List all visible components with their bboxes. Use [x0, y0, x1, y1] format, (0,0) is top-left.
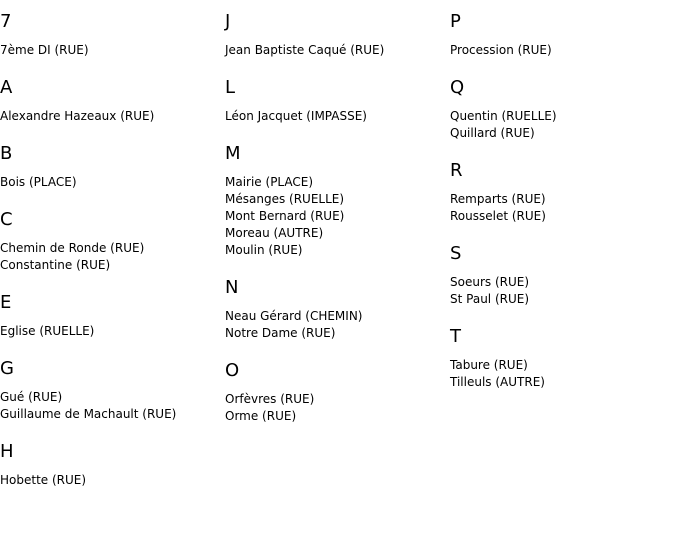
letter-group	[0, 209, 220, 274]
letter-group	[450, 77, 670, 142]
letter-heading: R	[450, 160, 463, 181]
street-list	[225, 308, 445, 342]
street-link[interactable]: Moulin (RUE)	[225, 243, 303, 257]
letter-group	[450, 243, 670, 308]
street-list	[450, 108, 670, 142]
letter-heading: O	[225, 360, 240, 381]
street-link[interactable]: 7ème DI (RUE)	[0, 43, 89, 57]
street-link[interactable]: St Paul (RUE)	[450, 292, 530, 306]
street-link[interactable]: Léon Jacquet (IMPASSE)	[225, 109, 367, 123]
street-list	[450, 274, 670, 308]
street-link[interactable]: Notre Dame (RUE)	[225, 326, 336, 340]
street-list	[0, 240, 220, 274]
street-link[interactable]: Remparts (RUE)	[450, 192, 546, 206]
street-list	[225, 391, 445, 425]
letter-group	[0, 77, 220, 125]
letter-group	[450, 160, 670, 225]
letter-heading: 7	[0, 11, 12, 32]
letter-group	[0, 11, 220, 59]
street-link[interactable]: Eglise (RUELLE)	[0, 324, 95, 338]
letter-heading: J	[225, 11, 231, 32]
street-link[interactable]: Jean Baptiste Caqué (RUE)	[225, 43, 385, 57]
street-link[interactable]: Mont Bernard (RUE)	[225, 209, 345, 223]
letter-heading: T	[450, 326, 461, 347]
letter-group	[0, 441, 220, 489]
letter-group	[0, 143, 220, 191]
letter-heading: E	[0, 292, 12, 313]
street-list	[0, 42, 220, 59]
letter-group	[225, 11, 445, 59]
street-link[interactable]: Chemin de Ronde (RUE)	[0, 241, 145, 255]
street-list	[0, 108, 220, 125]
letter-heading: C	[0, 209, 13, 230]
street-link[interactable]: Hobette (RUE)	[0, 473, 87, 487]
letter-heading: G	[0, 358, 14, 379]
street-link[interactable]: Neau Gérard (CHEMIN)	[225, 309, 363, 323]
letter-group	[225, 277, 445, 342]
street-list	[225, 42, 445, 59]
street-link[interactable]: Guillaume de Machault (RUE)	[0, 407, 177, 421]
street-link[interactable]: Alexandre Hazeaux (RUE)	[0, 109, 155, 123]
letter-group	[225, 143, 445, 259]
street-list	[450, 191, 670, 225]
street-link[interactable]: Constantine (RUE)	[0, 258, 111, 272]
street-link[interactable]: Bois (PLACE)	[0, 175, 77, 189]
letter-group	[450, 11, 670, 59]
street-link[interactable]: Rousselet (RUE)	[450, 209, 546, 223]
letter-group	[0, 292, 220, 340]
letter-heading: H	[0, 441, 14, 462]
letter-group	[0, 358, 220, 423]
street-list	[0, 323, 220, 340]
letter-heading: P	[450, 11, 461, 32]
street-link[interactable]: Orfèvres (RUE)	[225, 392, 315, 406]
street-link[interactable]: Gué (RUE)	[0, 390, 63, 404]
street-link[interactable]: Mésanges (RUELLE)	[225, 192, 345, 206]
street-column-3	[450, 11, 670, 409]
letter-group	[225, 77, 445, 125]
letter-heading: N	[225, 277, 239, 298]
letter-heading: S	[450, 243, 462, 264]
street-list	[0, 472, 220, 489]
street-link[interactable]: Moreau (AUTRE)	[225, 226, 324, 240]
street-list	[450, 357, 670, 391]
street-link[interactable]: Quillard (RUE)	[450, 126, 535, 140]
letter-heading: M	[225, 143, 241, 164]
street-list	[0, 174, 220, 191]
street-column-1	[0, 11, 220, 507]
street-link[interactable]: Mairie (PLACE)	[225, 175, 314, 189]
street-list	[450, 42, 670, 59]
letter-heading: Q	[450, 77, 465, 98]
street-link[interactable]: Procession (RUE)	[450, 43, 552, 57]
street-link[interactable]: Quentin (RUELLE)	[450, 109, 557, 123]
street-list	[225, 174, 445, 259]
letter-heading: L	[225, 77, 236, 98]
street-link[interactable]: Tabure (RUE)	[450, 358, 528, 372]
street-list	[0, 389, 220, 423]
street-list	[225, 108, 445, 125]
street-link[interactable]: Soeurs (RUE)	[450, 275, 530, 289]
street-link[interactable]: Tilleuls (AUTRE)	[450, 375, 545, 389]
letter-group	[450, 326, 670, 391]
street-link[interactable]: Orme (RUE)	[225, 409, 297, 423]
street-column-2	[225, 11, 445, 443]
letter-group	[225, 360, 445, 425]
letter-heading: B	[0, 143, 13, 164]
letter-heading: A	[0, 77, 13, 98]
